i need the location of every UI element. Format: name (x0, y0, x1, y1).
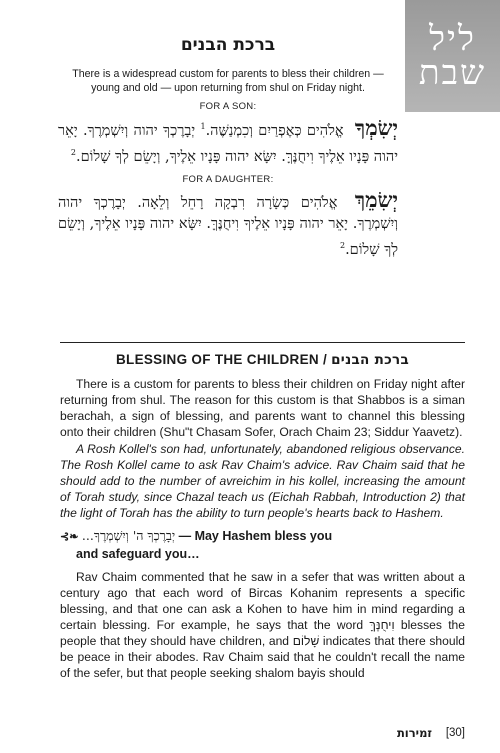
paragraph-2: A Rosh Kollel's son had, unfortunately, abandoned religious observance. The Rosh Kollel came to ask Rav Chaim's advice. Rav Chaim said that he should add to the number of avreichim in his kollel, increasing the amount of Torah study, since Chazal teach us (Eichah Rabbah, Introduction 2) that the light of Torah has the ability to turn people's hearts back to Hashem. (60, 442, 465, 520)
section-tab-label: ליל שבת (418, 19, 487, 93)
section-tab (405, 0, 500, 112)
article-title-en: BLESSING OF THE CHILDREN / (115, 352, 328, 367)
daughter-blessing (58, 186, 398, 261)
son-label: FOR A SON: (199, 101, 257, 112)
paragraph-1: There is a custom for parents to bless their children on Friday night after returning from shul. The reason for this custom is that Shabbos is a siman berachah, a sign of blessing, and parents want to channel this blessing onto their children (Shu"t Chasam Sofer, Orach Chaim 23; Siddur Yaavetz). (60, 377, 465, 439)
son-footnote-1: 1 (200, 122, 206, 131)
verse-english-1: — May Hashem bless you (175, 529, 333, 543)
verse-english-2: and safeguard you… (76, 547, 200, 561)
daughter-footnote: 2 (339, 240, 346, 250)
son-lead-word: יְשִׂמְךָ (354, 114, 399, 140)
son-text-1: אֱלֹהִים כְּאֶפְרַיִם וְכִמְנַשֶּׁה. (205, 122, 344, 139)
page-number: [30] (445, 727, 465, 739)
footer-section-name: זמירות (396, 726, 432, 740)
son-text-2: יְבָרֶכְךָ יהוה וְיִשְׁמְרֶךָ. יָאֵר יהוה פָּנָיו אֵלֶיךָ וִיחֻנֶּךָּ. יִשָּׂא יהוה פָּנָיו אֵלֶיךָ, וְיָשֵׂם לְךָ שָׁלוֹם. (58, 122, 398, 165)
section-divider (60, 342, 465, 343)
blessing-intro: There is a widespread custom for parents to bless their children — young and old — upon returning from shul on Friday night. (72, 68, 384, 94)
daughter-label: FOR A DAUGHTER: (182, 173, 274, 185)
article-title-he: ברכת הבנים (331, 352, 410, 368)
verse-heading (60, 527, 465, 563)
blessing-title: ברכת הבנים (180, 35, 276, 55)
article (60, 352, 465, 682)
ornament-icon: ⊰❧ (60, 531, 79, 543)
verse-hebrew: יְבָרֶכְךָ ה' וְיִשְׁמְרֶךָ... (81, 528, 176, 543)
page-footer (0, 727, 500, 747)
daughter-text: אֱלֹהִים כְּשָׂרָה רִבְקָה רָחֵל וְלֵאָה. יְבָרֶכְךָ יהוה וְיִשְׁמְרֶךָ. יָאֵר יהוה פָּנָיו אֵלֶיךָ וִיחֻנֶּךָּ. יִשָּׂא יהוה פָּנָיו אֵלֶיךָ, וְיָשֵׂם לְךָ שָׁלוֹם. (58, 194, 398, 258)
son-blessing (58, 116, 398, 168)
blessing-box (58, 35, 398, 260)
daughter-lead-word: יְשִׂמֵךְ (354, 186, 398, 212)
son-footnote-2: 2 (70, 147, 76, 157)
article-title (60, 352, 465, 368)
paragraph-3: Rav Chaim commented that he saw in a sefer that was written about a century ago that each word of Bircas Kohanim represents a specific blessing, and that one can ask a Kohen to have him in mind regarding a certain blessing. For example, he says that the word וִיחֻנֶּךָּ blesses the people that they should have children, and שָׁלוֹם indicates that there should be peace in their abodes. Rav Chaim said that he couldn't recall the name of the sefer, but that people seeking shalom bayis should (60, 570, 466, 680)
